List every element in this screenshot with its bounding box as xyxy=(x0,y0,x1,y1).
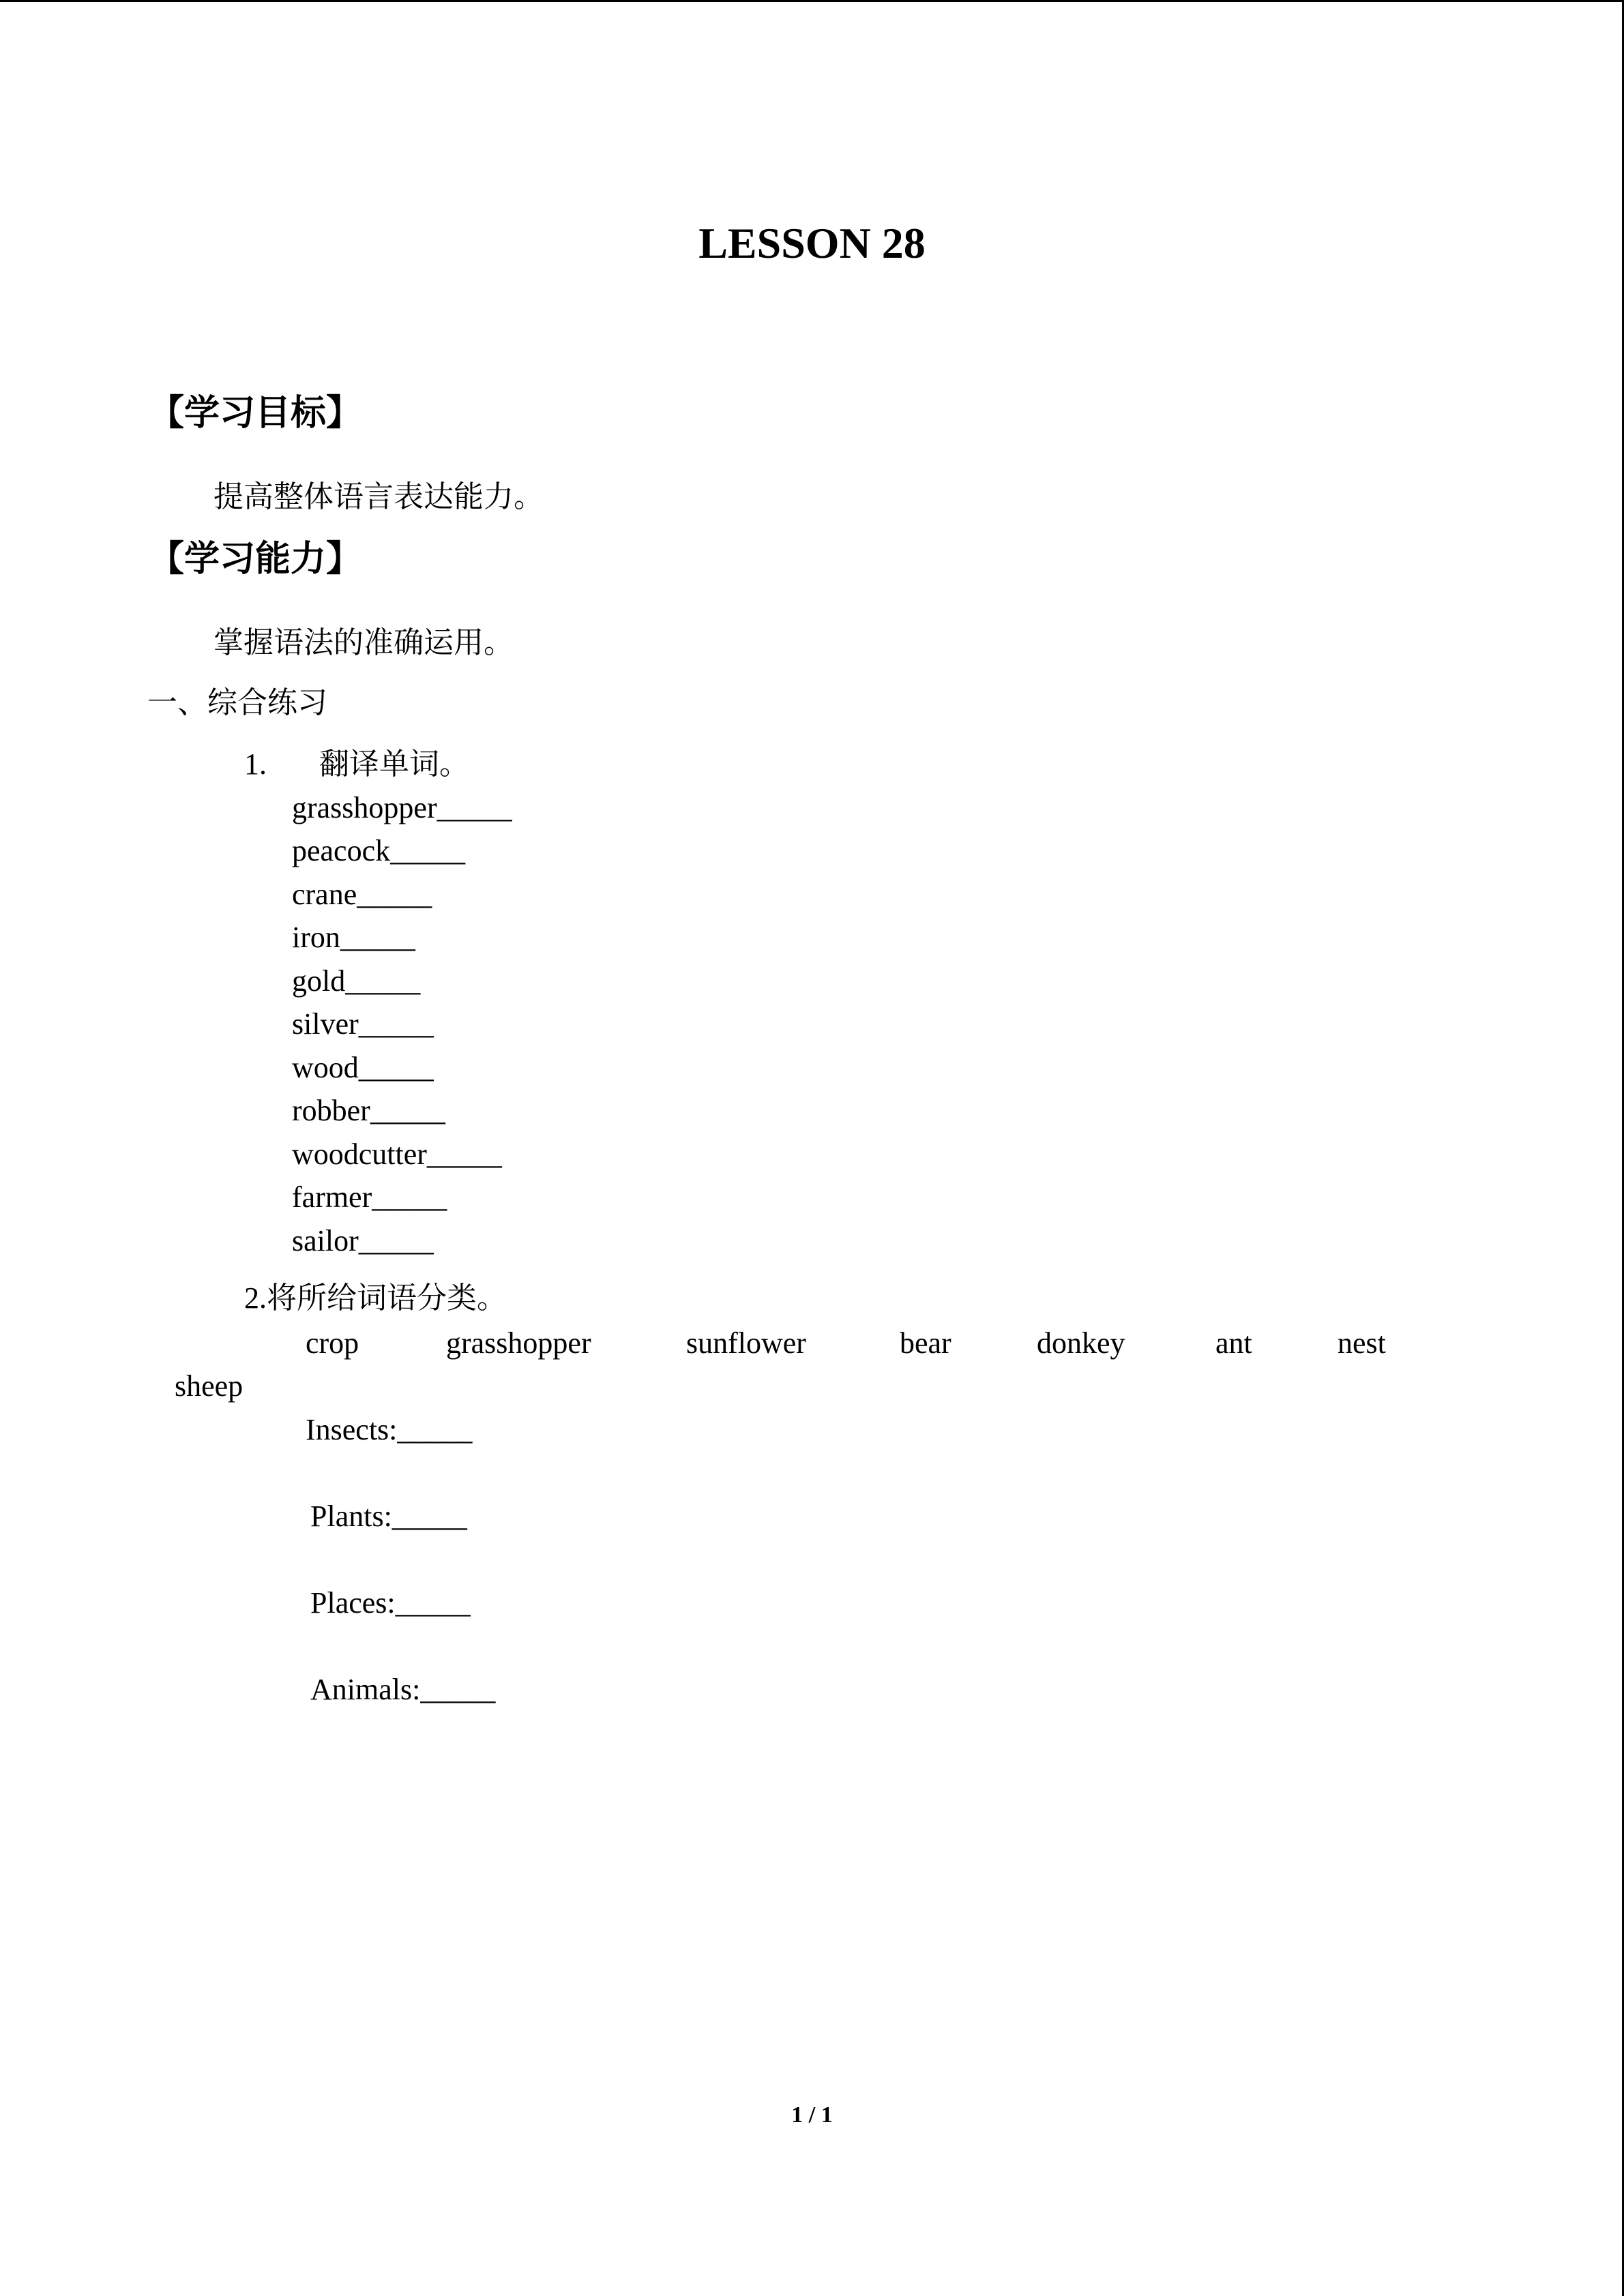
q2-category: Insects:_____ xyxy=(306,1413,473,1446)
q2-word: crop xyxy=(306,1326,359,1360)
q1-number: 1. xyxy=(244,747,267,781)
q1-item: gold_____ xyxy=(292,964,421,998)
q2-word: nest xyxy=(1338,1326,1386,1360)
q2-word: grasshopper xyxy=(446,1326,591,1360)
section-heading-ability: 【学习能力】 xyxy=(149,540,362,579)
q2-word: ant xyxy=(1215,1326,1252,1360)
document-title: LESSON 28 xyxy=(698,219,926,267)
q1-item: wood_____ xyxy=(292,1051,434,1084)
q1-item: iron_____ xyxy=(292,921,415,954)
q2-word: sheep xyxy=(175,1369,243,1403)
q2-category: Plants:_____ xyxy=(310,1500,467,1533)
section-text-goal: 提高整体语言表达能力。 xyxy=(213,480,544,513)
section-text-ability: 掌握语法的准确运用。 xyxy=(213,626,514,659)
q2-word: donkey xyxy=(1037,1326,1125,1360)
q1-item: grasshopper_____ xyxy=(292,791,512,824)
q2-word: sunflower xyxy=(686,1326,806,1360)
section-heading-goal: 【学习目标】 xyxy=(149,394,362,433)
q2-instruction: 2.将所给词语分类。 xyxy=(244,1281,507,1315)
page-number: 1 / 1 xyxy=(791,2102,833,2128)
q1-item: woodcutter_____ xyxy=(292,1137,502,1171)
q2-category: Animals:_____ xyxy=(310,1673,496,1706)
q2-category: Places:_____ xyxy=(310,1586,471,1620)
q1-item: silver_____ xyxy=(292,1007,434,1041)
q1-item: farmer_____ xyxy=(292,1180,447,1214)
q2-word: bear xyxy=(900,1326,951,1360)
q1-item: crane_____ xyxy=(292,878,432,911)
q1-item: peacock_____ xyxy=(292,834,466,867)
q1-instruction: 翻译单词。 xyxy=(319,747,469,781)
q1-item: robber_____ xyxy=(292,1094,445,1127)
part-one-heading: 一、综合练习 xyxy=(147,686,327,719)
q1-item: sailor_____ xyxy=(292,1224,434,1257)
